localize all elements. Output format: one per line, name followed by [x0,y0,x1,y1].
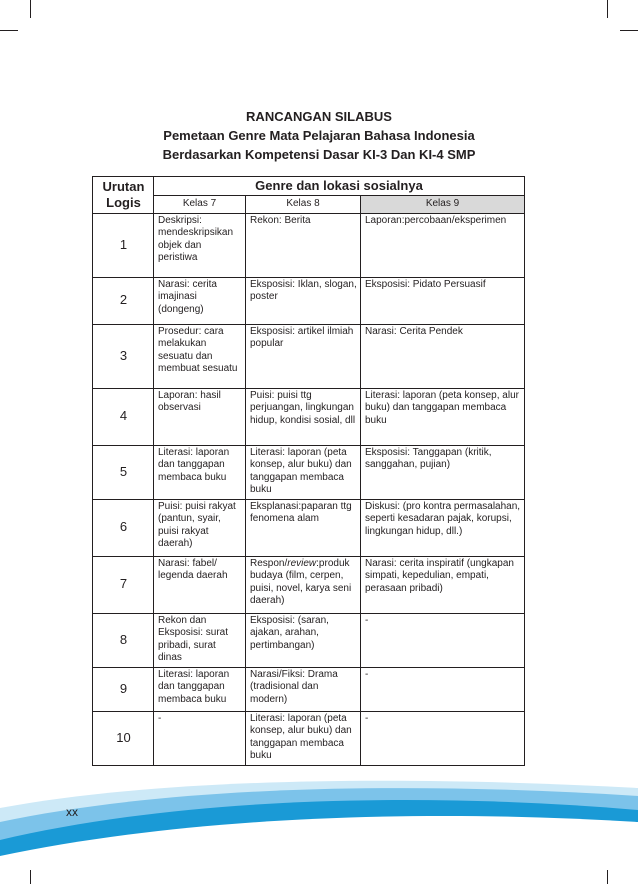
row-number: 10 [93,711,154,765]
table-subheader-row [93,196,525,214]
row-number: 8 [93,613,154,667]
table-row [93,556,525,613]
crop-mark-top-left-h [0,30,18,31]
cell-kelas-9: - [361,613,525,667]
crop-mark-top-left-v [30,0,31,18]
cell-kelas-8: Eksplanasi:paparan ttg fenomena alam [246,499,361,556]
cell-kelas-8-suffix: :produk budaya (film, cerpen, puisi, novel, karya seni daerah) [250,557,352,607]
table-row [93,499,525,556]
cell-kelas-7: Literasi: laporan dan tanggapan membaca buku [154,445,246,499]
title-line-2: Pemetaan Genre Mata Pelajaran Bahasa Indonesia [163,128,475,143]
table-row [93,445,525,499]
header-kelas-7: Kelas 7 [154,196,246,214]
row-number: 3 [93,324,154,388]
row-number: 4 [93,388,154,445]
cell-kelas-8-prefix: Respon/ [250,557,288,569]
cell-kelas-9: - [361,667,525,711]
table-row [93,213,525,277]
row-number: 6 [93,499,154,556]
table-row [93,667,525,711]
cell-kelas-8: Puisi: puisi ttg perjuangan, lingkungan hidup, kondisi sosial, dll [246,388,361,445]
row-number: 9 [93,667,154,711]
cell-kelas-9: Laporan:percobaan/eksperimen [361,213,525,277]
cell-kelas-8: Eksposisi: Iklan, slogan, poster [246,277,361,324]
cell-kelas-8: Narasi/Fiksi: Drama (tradisional dan modern) [246,667,361,711]
table-row [93,277,525,324]
table-row [93,388,525,445]
table-row [93,711,525,765]
cell-kelas-8-emphasis: review [287,557,317,569]
cell-kelas-8: Literasi: laporan (peta konsep, alur buku) dan tanggapan membaca buku [246,445,361,499]
cell-kelas-9: - [361,711,525,765]
cell-kelas-8: Eksposisi: (saran, ajakan, arahan, pertimbangan) [246,613,361,667]
cell-kelas-8: Literasi: laporan (peta konsep, alur buku) dan tanggapan membaca buku [246,711,361,765]
cell-kelas-7: Narasi: cerita imajinasi (dongeng) [154,277,246,324]
cell-kelas-9: Eksposisi: Pidato Persuasif [361,277,525,324]
cell-kelas-7: Rekon dan Eksposisi: surat pribadi, surat dinas [154,613,246,667]
cell-kelas-7: - [154,711,246,765]
table-row [93,613,525,667]
title-line-3: Berdasarkan Kompetensi Dasar KI-3 Dan KI-4 SMP [162,147,476,162]
header-genre: Genre dan lokasi sosialnya [154,177,525,196]
row-number: 2 [93,277,154,324]
title-line-1: RANCANGAN SILABUS [246,109,392,124]
cell-kelas-7: Laporan: hasil observasi [154,388,246,445]
cell-kelas-7: Prosedur: cara melakukan sesuatu dan membuat sesuatu [154,324,246,388]
crop-mark-top-right-v [607,0,608,18]
row-number: 5 [93,445,154,499]
syllabus-table [92,176,525,766]
header-urutan-logis: Urutan Logis [93,177,154,214]
cell-kelas-8: Rekon: Berita [246,213,361,277]
cell-kelas-7: Deskripsi: mendeskripsikan objek dan peristiwa [154,213,246,277]
cell-kelas-7: Narasi: fabel/ legenda daerah [154,556,246,613]
cell-kelas-8 [246,556,361,613]
blue-wave-decoration [0,760,638,870]
row-number: 7 [93,556,154,613]
table-header-row [93,177,525,196]
header-kelas-9: Kelas 9 [361,196,525,214]
cell-kelas-9: Literasi: laporan (peta konsep, alur buku) dan tanggapan membaca buku [361,388,525,445]
cell-kelas-8: Eksposisi: artikel ilmiah popular [246,324,361,388]
cell-kelas-9: Diskusi: (pro kontra permasalahan, seperti kesadaran pajak, korupsi, lingkungan hidup, dll.) [361,499,525,556]
row-number: 1 [93,213,154,277]
cell-kelas-7: Literasi: laporan dan tanggapan membaca buku [154,667,246,711]
table-row [93,324,525,388]
page-number: xx [66,805,78,819]
cell-kelas-7: Puisi: puisi rakyat (pantun, syair, puisi rakyat daerah) [154,499,246,556]
cell-kelas-9: Narasi: Cerita Pendek [361,324,525,388]
crop-mark-top-right-h [620,30,638,31]
header-kelas-8: Kelas 8 [246,196,361,214]
cell-kelas-9: Narasi: cerita inspiratif (ungkapan simpati, kepedulian, empati, perasaan pribadi) [361,556,525,613]
cell-kelas-9: Eksposisi: Tanggapan (kritik, sanggahan, pujian) [361,445,525,499]
document-title [0,107,638,164]
